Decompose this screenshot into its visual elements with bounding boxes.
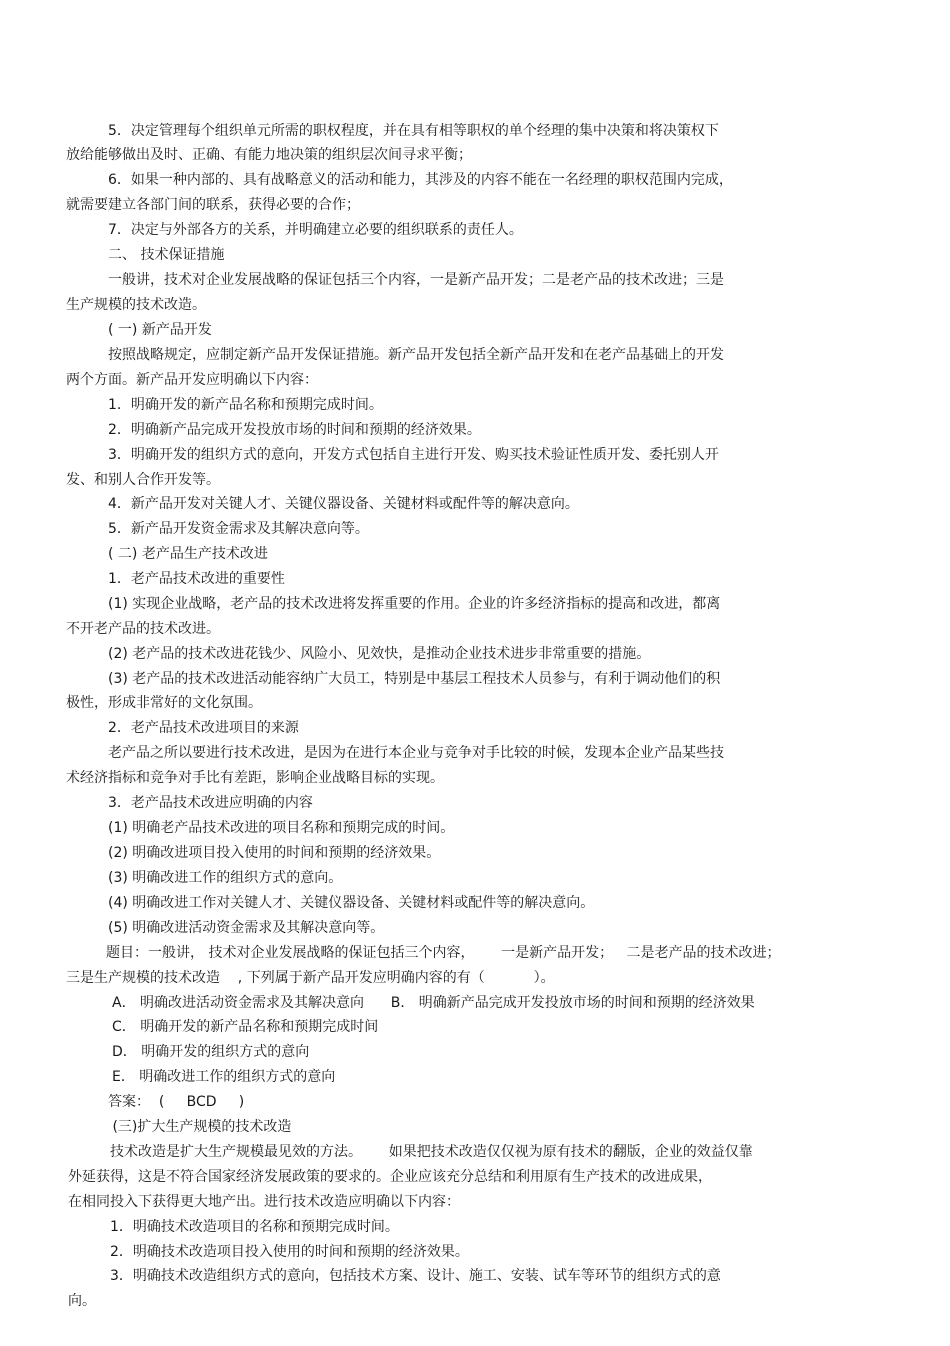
answer-option: E． 明确改进工作的组织方式的意向 [112,1069,336,1085]
text-line: 在相同投入下获得更大地产出。进行技术改造应明确以下内容： [68,1194,460,1210]
text-line: 技术改造是扩大生产规模最见效的方法。 如果把技术改造仅仅视为原有技术的翻版，企业的效益仅靠 [110,1144,753,1160]
text-line: 就需要建立各部门间的联系，获得必要的合作； [66,197,360,213]
list-item: 3．老产品技术改进应明确的内容 [108,795,313,811]
list-item: 5．新产品开发资金需求及其解决意向等。 [108,521,369,537]
question-text: 三是生产规模的技术改造 , 下列属于新产品开发应明确内容的有（ ）。 [66,970,555,986]
list-item: 1．老产品技术改进的重要性 [108,571,285,587]
list-item: (2) 明确改进项目投入使用的时间和预期的经济效果。 [108,845,441,861]
text-line: 7．决定与外部各方的关系，并明确建立必要的组织联系的责任人。 [108,222,523,238]
text-line: 放给能够做出及时、正确、有能力地决策的组织层次间寻求平衡； [66,147,472,163]
answer-option: C． 明确开发的新产品名称和预期完成时间 [112,1019,379,1035]
list-item: (2) 老产品的技术改进花钱少、风险小、见效快，是推动企业技术进步非常重要的措施。 [108,646,651,662]
text-line: 向。 [68,1293,96,1309]
answer-option: D． 明确开发的组织方式的意向 [112,1044,310,1060]
text-line: 5．决定管理每个组织单元所需的职权程度，并在具有相等职权的单个经理的集中决策和将决策权下 [108,123,719,139]
text-line: 生产规模的技术改造。 [66,297,206,313]
section-heading: 二、 技术保证措施 [108,247,225,263]
list-item: (3) 老产品的技术改进活动能容纳广大员工，特别是中基层工程技术人员参与，有利于调动他们的积 [108,671,721,687]
list-item: (3) 明确改进工作的组织方式的意向。 [108,870,343,886]
question-text: 题目：一般讲， 技术对企业发展战略的保证包括三个内容， 一是新产品开发； 二是老产品的技术改进； [106,945,781,961]
list-item: (5) 明确改进活动资金需求及其解决意向等。 [108,920,385,936]
list-item: 1．明确技术改造项目的名称和预期完成时间。 [110,1219,399,1235]
subsection-heading: ( 一) 新产品开发 [108,322,212,338]
text-line: 老产品之所以要进行技术改进，是因为在进行本企业与竞争对手比较的时候，发现本企业产品某些技 [108,745,724,761]
text-line: 两个方面。新产品开发应明确以下内容： [66,372,318,388]
list-item: 3．明确技术改造组织方式的意向，包括技术方案、设计、施工、安装、试车等环节的组织方式的意 [110,1268,721,1284]
text-line: 术经济指标和竞争对手比有差距，影响企业战略目标的实现。 [66,770,444,786]
answer-key: 答案： ( BCD ) [108,1094,245,1110]
list-item: 4．新产品开发对关键人才、关键仪器设备、关键材料或配件等的解决意向。 [108,496,579,512]
list-item: 1．明确开发的新产品名称和预期完成时间。 [108,397,383,413]
text-line: 不开老产品的技术改进。 [66,621,220,637]
list-item: (1) 实现企业战略，老产品的技术改进将发挥重要的作用。企业的许多经济指标的提高和改进，都离 [108,596,721,612]
list-item: 2．老产品技术改进项目的来源 [108,720,299,736]
list-item: 2．明确技术改造项目投入使用的时间和预期的经济效果。 [110,1244,469,1260]
text-line: 一般讲，技术对企业发展战略的保证包括三个内容，一是新产品开发；二是老产品的技术改进；三是 [108,272,724,288]
list-item: 3．明确开发的组织方式的意向，开发方式包括自主进行开发、购买技术验证性质开发、委托别人开 [108,447,719,463]
list-item: 2．明确新产品完成开发投放市场的时间和预期的经济效果。 [108,422,481,438]
list-item: (1) 明确老产品技术改进的项目名称和预期完成的时间。 [108,820,455,836]
subsection-heading: ( 二) 老产品生产技术改进 [108,546,268,562]
text-line: 发、和别人合作开发等。 [66,472,220,488]
text-line: 外延获得，这是不符合国家经济发展政策的要求的。企业应该充分总结和利用原有生产技术的改进成果， [68,1169,712,1185]
text-line: 极性，形成非常好的文化氛围。 [66,695,262,711]
text-line: 按照战略规定，应制定新产品开发保证措施。新产品开发包括全新产品开发和在老产品基础上的开发 [108,347,724,363]
subsection-heading: (三)扩大生产规模的技术改造 [108,1119,292,1135]
text-line: 6．如果一种内部的、具有战略意义的活动和能力，其涉及的内容不能在一名经理的职权范围内完成， [108,172,733,188]
answer-options: A． 明确改进活动资金需求及其解决意向 B． 明确新产品完成开发投放市场的时间和预期的经济效果 [112,995,755,1011]
list-item: (4) 明确改进工作对关键人才、关键仪器设备、关键材料或配件等的解决意向。 [108,895,595,911]
